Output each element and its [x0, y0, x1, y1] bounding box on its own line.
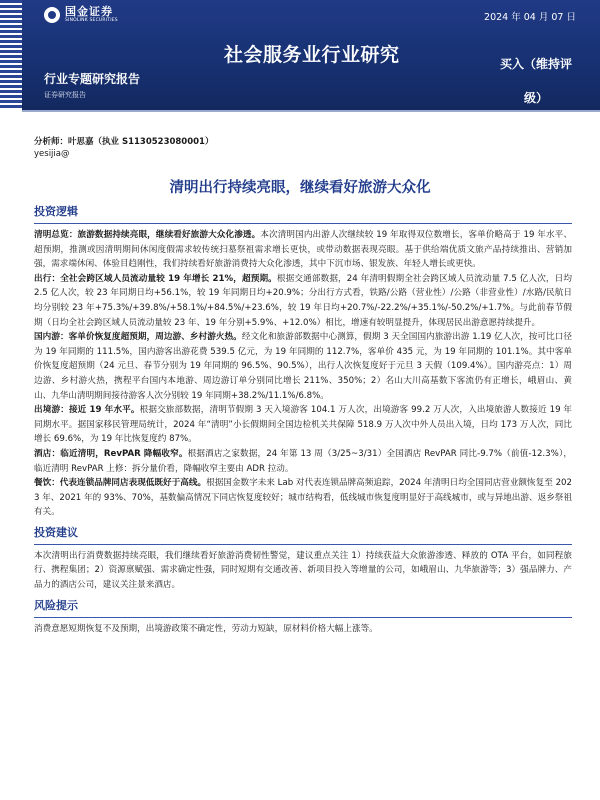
section-divider — [34, 617, 572, 618]
analyst-block — [34, 136, 213, 160]
paragraph-text: 根据酒店之家数据，24 年第 13 周（3/25~3/31）全国酒店 RevPAR 同比-9.7%（前值-12.3%），临近清明 RevPAR 上修：拆分量价看，降幅收窄主要由 ADR 拉动。 — [34, 448, 572, 474]
paragraph-overview — [34, 228, 572, 272]
section-divider — [34, 223, 572, 224]
report-type: 行业专题研究报告 — [44, 72, 141, 86]
logo-icon — [44, 7, 60, 23]
paragraph-text: 经文化和旅游部数据中心测算，假期 3 天全国国内旅游出游 1.19 亿人次，按可比口径为 19 年同期的 111.5%，国内游客出游花费 539.5 亿元，为 19 年同期的 112.7%，客单价 435 元，为 19 年同期的 101.1%。其中客单价恢复度超预期（24 元旦、春节分别为 19 年同期的 96.5%、90.5%），出行人次恢复度好于元旦 3 天假（109.4%）。国内游亮点：1）周边游、乡村游火热，携程平台国内本地游、周边游订单分别同比增长 211%、350%；2）名山大川高基数下客流仍有正增长，峨眉山、黄山、九华山清明期间接待游客人次分别较 19 年同期+38.2%/11.1%/6.8%。 — [34, 332, 572, 401]
logo-name-en: SINOLINK SECURITIES — [65, 18, 118, 24]
report-body — [34, 203, 572, 636]
report-sub-label: 证券研究报告 — [44, 91, 86, 99]
section-heading-logic: 投资逻辑 — [34, 205, 78, 218]
paragraph-hotel — [34, 447, 572, 476]
paragraph-lead: 出行：全社会跨区域人员流动量较 19 年增长 21%，超预期。 — [34, 273, 277, 284]
paragraph-lead: 国内游：客单价恢复度超预期，周边游、乡村游火热。 — [34, 332, 242, 343]
paragraph-domestic — [34, 330, 572, 403]
paragraph-text: 根据交通部数据，24 年清明假期全社会跨区域人员流动量 7.5 亿人次，日均 2.5 亿人次，较 23 年同期日均+56.1%，较 19 年同期日均+20.9%；分出行方式看，铁路/公路（营业性）/公路（非营业性）/水路/民航日均分别较 23 年+75.3%/+39.8%/+58.1%/+84.5%/+23.6%，较 19 年日均+20.7%/-22.2%/+35.1%/-50.2%/+1.7%。与此前春节假期（日均全社会跨区域人员流动量较 23 年、19 年分别+5.9%、+12.0%）相比，增速有较明显提升，体现居民出游意愿持续提升。 — [34, 273, 572, 328]
header-divider — [22, 110, 600, 112]
analyst-email: yesijia@ — [34, 149, 70, 159]
paragraph-advice: 本次清明出行消费数据持续亮眼，我们继续看好旅游消费韧性警觉，建议重点关注 1）持续获益大众旅游渗透、释放的 OTA 平台，如同程旅行、携程集团；2）资源禀赋强、需求确定性强，同时短期有交通改善、新项目投入等增量的公司，如峨眉山、九华旅游等；3）强品牌力、产品力的酒店公司，建议关注景来酒店。 — [34, 550, 572, 591]
company-logo — [44, 4, 118, 26]
paragraph-lead: 清明总览：旅游数据持续亮眼，继续看好旅游大众化渗透。 — [34, 230, 261, 240]
section-heading-advice: 投资建议 — [34, 525, 78, 539]
paragraph-lead: 餐饮：代表连锁品牌同店表现低既好于高线。 — [34, 478, 207, 489]
paragraph-catering — [34, 476, 572, 520]
analyst-name: 分析师：叶思嘉（执业 S1130523080001） — [34, 137, 214, 147]
paragraph-risk: 消费意愿短期恢复不及预期，出境游政策不确定性，劳动力短缺，原材料价格大幅上涨等。 — [34, 623, 378, 634]
section-divider — [34, 544, 572, 545]
paragraph-lead: 酒店：临近清明，RevPAR 降幅收窄。 — [34, 448, 188, 459]
header-stripes — [0, 0, 22, 110]
paragraph-travel — [34, 272, 572, 330]
rating-label: 买入（维持评级） — [499, 57, 572, 105]
industry-title: 社会服务业行业研究 — [224, 44, 400, 66]
paragraph-text: 根据交旅部数据，清明节假期 3 天入境游客 104.1 万人次，出境游客 99.2 万人次，入出境旅游人数接近 19 年同期水平。据国家移民管理局统计，2024 年“清明”小长假期间全国边检机关共保障 518.9 万人次中外人员出入境，日均 173 万人次，同比增长 69.6%，为 19 年比恢复度约 87%。 — [34, 405, 572, 445]
report-header — [0, 0, 600, 118]
paragraph-lead: 出境游：接近 19 年水平。 — [34, 405, 140, 416]
section-heading-risk: 风险提示 — [34, 598, 78, 612]
paragraph-text: 根据国金数字未来 Lab 对代表连锁品牌高频追踪，2024 年清明日均全国同店营业额恢复至 2023 年、2021 年的 93%、70%，基数偏高情况下同店恢复度较好；城市结构看，低线城市恢复度明显好于高线城市，或与异地出游、返乡祭祖有关。 — [34, 478, 572, 518]
paragraph-outbound — [34, 403, 572, 447]
logo-name-cn: 国金证券 — [65, 5, 113, 19]
paragraph-text: 本次清明国内出游人次继续较 19 年取得双位数增长，客单价略高于 19 年水平、超预期，推测或因清明期间休闲度假需求较传统扫墓祭祖需求增长更快，或带动数据表现亮眼。基于供给端优质文旅产品持续推出、营销加强，需求端休闲、体验目趋刚性，我们持续看好旅游消费持大众化渗透，其中下沉市场、银发族、年轻人增长或更快。 — [34, 230, 572, 270]
report-date: 2024 年 04 月 07 日 — [484, 12, 576, 23]
report-title: 清明出行持续亮眼，继续看好旅游大众化 — [169, 180, 431, 196]
